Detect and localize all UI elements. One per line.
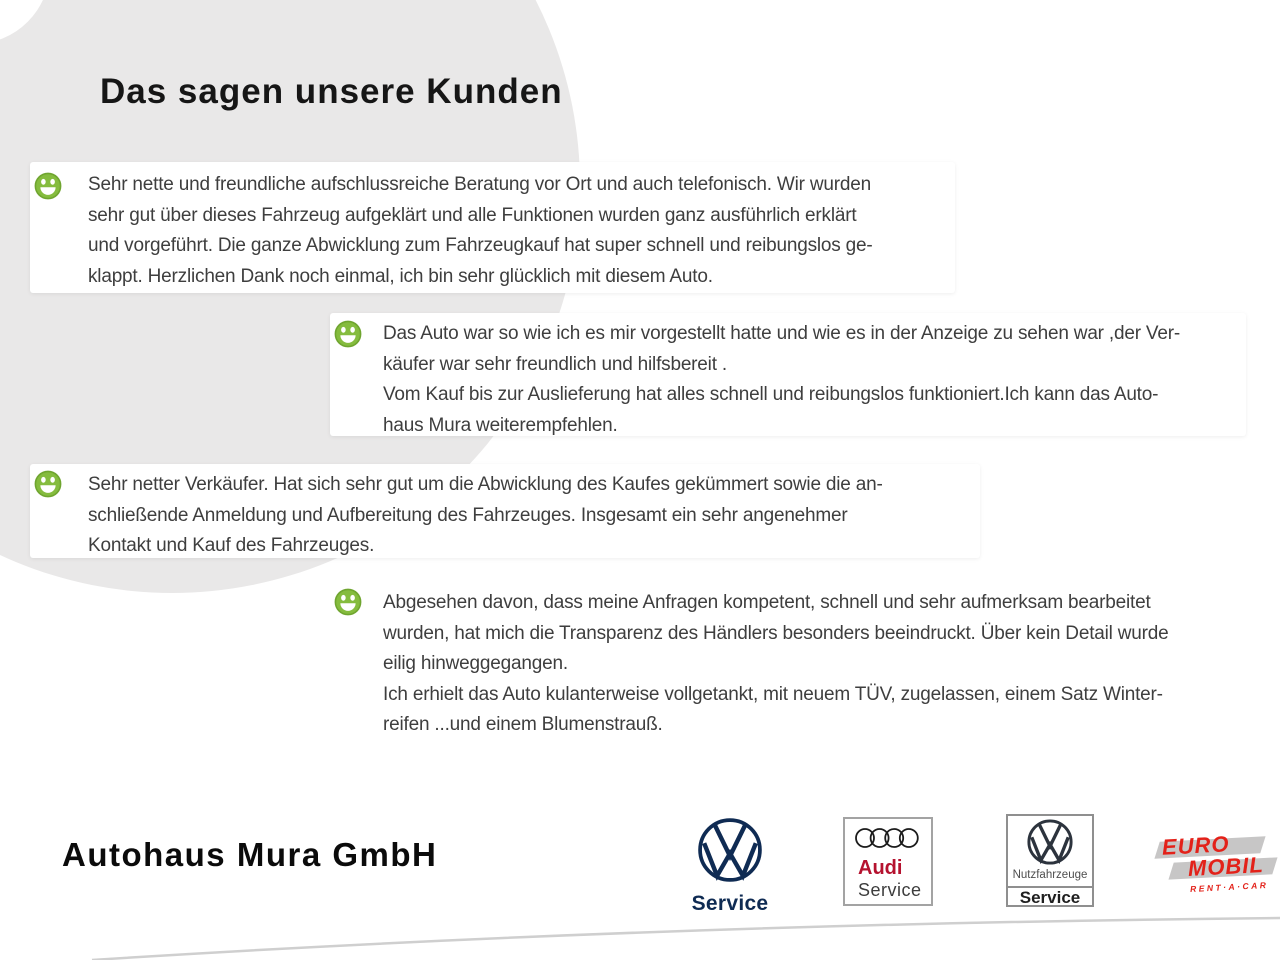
vw-roundel-icon [1026, 818, 1074, 866]
smiley-icon [334, 320, 362, 348]
testimonial-line: sehr gut über dieses Fahrzeug aufgeklärt und alle Funktionen wurden ganz ausführlich erklärt [88, 204, 857, 226]
testimonial-text [88, 470, 883, 562]
bottom-arc-line [92, 918, 1280, 960]
vw-nutzfahrzeuge-service-logo [1006, 814, 1094, 907]
testimonial-line: haus Mura weiterempfehlen. [383, 414, 618, 436]
smiley-icon [334, 588, 362, 616]
audi-brand-label: Audi [858, 857, 903, 879]
nfz-service-label: Service [1019, 888, 1081, 907]
testimonial-card [330, 582, 1246, 744]
testimonial-line: eilig hinweggegangen. [383, 653, 568, 674]
euromobil-tagline: RENT·A·CAR [1189, 879, 1269, 895]
vw-service-logo [684, 816, 776, 916]
testimonial-line: Sehr netter Verkäufer. Hat sich sehr gut um die Abwicklung des Kaufes gekümmert sowie die an- [88, 474, 883, 495]
testimonial-line: Vom Kauf bis zur Auslieferung hat alles schnell und reibungslos funktioniert.Ich kann das Auto- [383, 384, 1159, 405]
testimonial-line: schließende Anmeldung und Aufbereitung des Fahrzeuges. Insgesamt ein sehr angenehmer [88, 504, 848, 526]
company-name: Autohaus Mura GmbH [62, 836, 438, 873]
testimonial-line: Das Auto war so wie ich es mir vorgestellt hatte und wie es in der Anzeige zu sehen war ,der Ver- [383, 323, 1180, 344]
vw-service-label: Service [691, 892, 769, 915]
testimonial-line: käufer war sehr freundlich und hilfsbereit . [383, 353, 727, 375]
testimonial-line: wurden, hat mich die Transparenz des Händlers besonders beeindruckt. Über kein Detail wurde [383, 622, 1169, 644]
nutzfahrzeuge-label: Nutzfahrzeuge [1012, 869, 1088, 881]
testimonial-line: klappt. Herzlichen Dank noch einmal, ich bin sehr glücklich mit diesem Auto. [88, 265, 713, 287]
testimonial-line: und vorgeführt. Die ganze Abwicklung zum Fahrzeugkauf hat super schnell und reibungslos ge- [88, 235, 873, 256]
testimonial-card [30, 464, 980, 558]
testimonial-line: Ich erhielt das Auto kulanterweise vollgetankt, mit neuem TÜV, zugelassen, einem Satz Winter- [383, 683, 1163, 705]
audi-service-label: Service [858, 880, 922, 900]
euromobil-logo [1150, 832, 1276, 906]
smiley-icon [34, 172, 62, 200]
smiley-icon [34, 470, 62, 498]
vw-roundel-icon [696, 816, 764, 884]
euromobil-word: MOBIL [1187, 852, 1265, 881]
testimonial-text [88, 170, 873, 292]
testimonial-card [30, 162, 955, 293]
euromobil-word: EURO [1161, 831, 1231, 860]
testimonial-card [330, 313, 1246, 436]
testimonial-line: reifen ...und einem Blumenstrauß. [383, 714, 663, 735]
testimonial-text [383, 319, 1180, 441]
page-title: Das sagen unsere Kunden [100, 72, 563, 111]
testimonial-line: Abgesehen davon, dass meine Anfragen kompetent, schnell und sehr aufmerksam bearbeitet [383, 592, 1151, 613]
testimonial-line: Sehr nette und freundliche aufschlussreiche Beratung vor Ort und auch telefonisch. Wir wurden [88, 174, 872, 195]
testimonial-line: Kontakt und Kauf des Fahrzeuges. [88, 535, 375, 556]
testimonial-text [383, 588, 1169, 741]
audi-service-logo [843, 817, 933, 906]
audi-rings-icon [855, 827, 919, 849]
